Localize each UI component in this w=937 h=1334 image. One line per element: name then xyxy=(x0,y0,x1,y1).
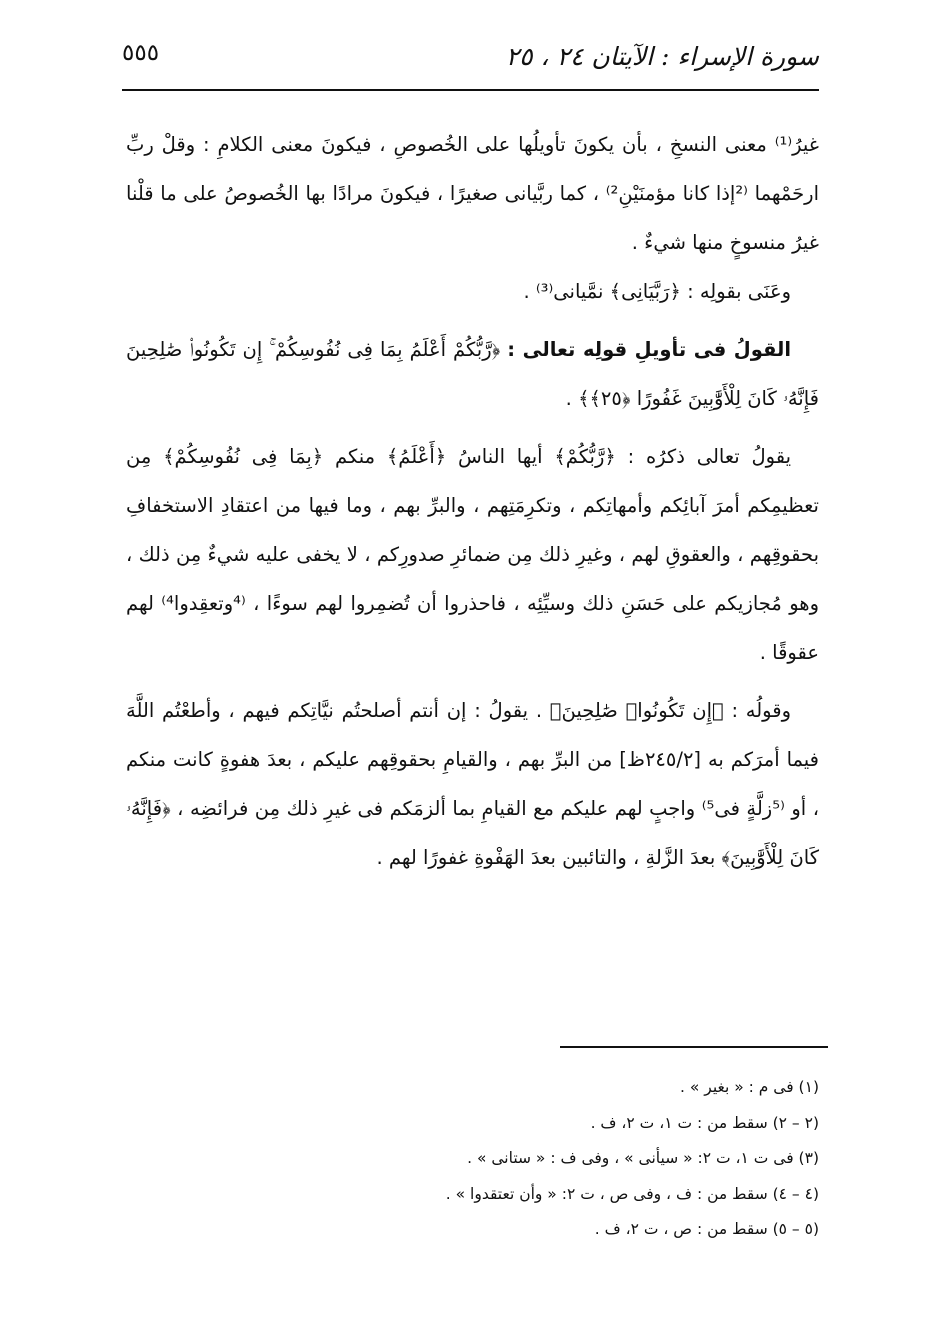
paragraph: غيرُ⁽¹⁾ معنى النسخِ ، بأن يكونَ تأويلُها على الخُصوصِ ، فيكونَ معنى الكلامِ : وقلْ ربِّ ارحَمْهما ⁽²إذا كانا مؤمنَيْنِ²⁾ ، كما ربَّيانى صغيرًا ، فيكونَ مرادًا بها الخُصوصُ على ما قلْنا غيرُ منسوخٍ منها شيءٌ . xyxy=(126,133,819,254)
footnote: (٤ – ٤) سقط من : ف ، وفى ص ، ت ٢: « وأن تعتقدوا » . xyxy=(445,1184,819,1203)
running-header xyxy=(122,38,819,86)
surah-title: سورة الإسراء : الآيتان ٢٤ ، ٢٥ xyxy=(505,42,819,71)
footnote: (٢ – ٢) سقط من : ت ١، ت ٢، ف . xyxy=(590,1113,819,1132)
footnote-divider xyxy=(560,1046,828,1048)
footnotes xyxy=(300,1070,819,1248)
footnote: (٣) فى ت ١، ت ٢: « سيأنى » ، وفى ف : « ستانى » . xyxy=(467,1149,819,1167)
paragraph: وعَنَى بقولِه : ﴿رَبَّيَانِى﴾ نمَّيانى⁽³⁾ . xyxy=(523,280,791,303)
footnote: (٥ – ٥) سقط من : ص ، ت ٢، ف . xyxy=(594,1220,819,1238)
paragraph: وقولُه : ﴿إِن تَكُونُوا۟ صَٰلِحِينَ﴾ . يقولُ : إن أنتم أصلحتُم نيَّاتِكم فيهم ، وأطعْتُم اللَّهَ فيما أمرَكم به [٢٤٥/٢ظ] من البرِّ بهم ، والقيامِ بحقوقِهم عليكم ، بعدَ هفوةٍ كانت منكم ، أو ⁽⁵زلَّةٍ فى⁵⁾ واجبٍ لهم عليكم مع القيامِ بما ألزمَكم فى غيرِ ذلك مِن فرائضِه ، ﴿فَإِنَّهُۥ كَانَ لِلْأَوَّٰبِينَ﴾ بعدَ الزَّلةِ ، والتائبين بعدَ الهَفْوةِ غفورًا لهم . xyxy=(126,699,820,869)
quran-verse: ﴿رَّبُّكُمْ أَعْلَمُ بِمَا فِى نُفُوسِكُمْ ۚ إِن تَكُونُوا۟ صَٰلِحِينَ فَإِنَّهُۥ كَانَ لِلْأَوَّٰبِينَ غَفُورًا ﴿٢٥﴾﴾ . xyxy=(126,338,819,410)
header-divider xyxy=(122,89,819,91)
heading-label: القولُ فى تأويلِ قولِه تعالى : xyxy=(507,338,791,361)
footnote: (١) فى م : « بغير » . xyxy=(680,1078,819,1096)
page-number: ٥٥٥ xyxy=(122,40,160,66)
section-heading xyxy=(126,325,819,423)
paragraph: يقولُ تعالى ذكرُه : ﴿رَّبُّكُمْ﴾ أيها الناسُ ﴿أَعْلَمُ﴾ منكم ﴿بِمَا فِى نُفُوسِكُمْ﴾ مِن تعظيمِكم أمرَ آبائِكم وأمهاتِكم ، وتكرِمَتِهم ، والبرِّ بهم ، وما فيها من اعتقادِ الاستخفافِ بحقوقِهم ، والعقوقِ لهم ، وغيرِ ذلك مِن ضمائرِ صدورِكم ، لا يخفى عليه شيءٌ مِن ذلك ، وهو مُجازيكم على حَسَنِ ذلك وسيِّئِه ، فاحذروا أن تُضمِروا لهم سوءًا ، ⁽⁴وتعقِدوا⁴⁾ لهم عقوقًا . xyxy=(126,445,819,664)
main-text xyxy=(126,120,819,882)
